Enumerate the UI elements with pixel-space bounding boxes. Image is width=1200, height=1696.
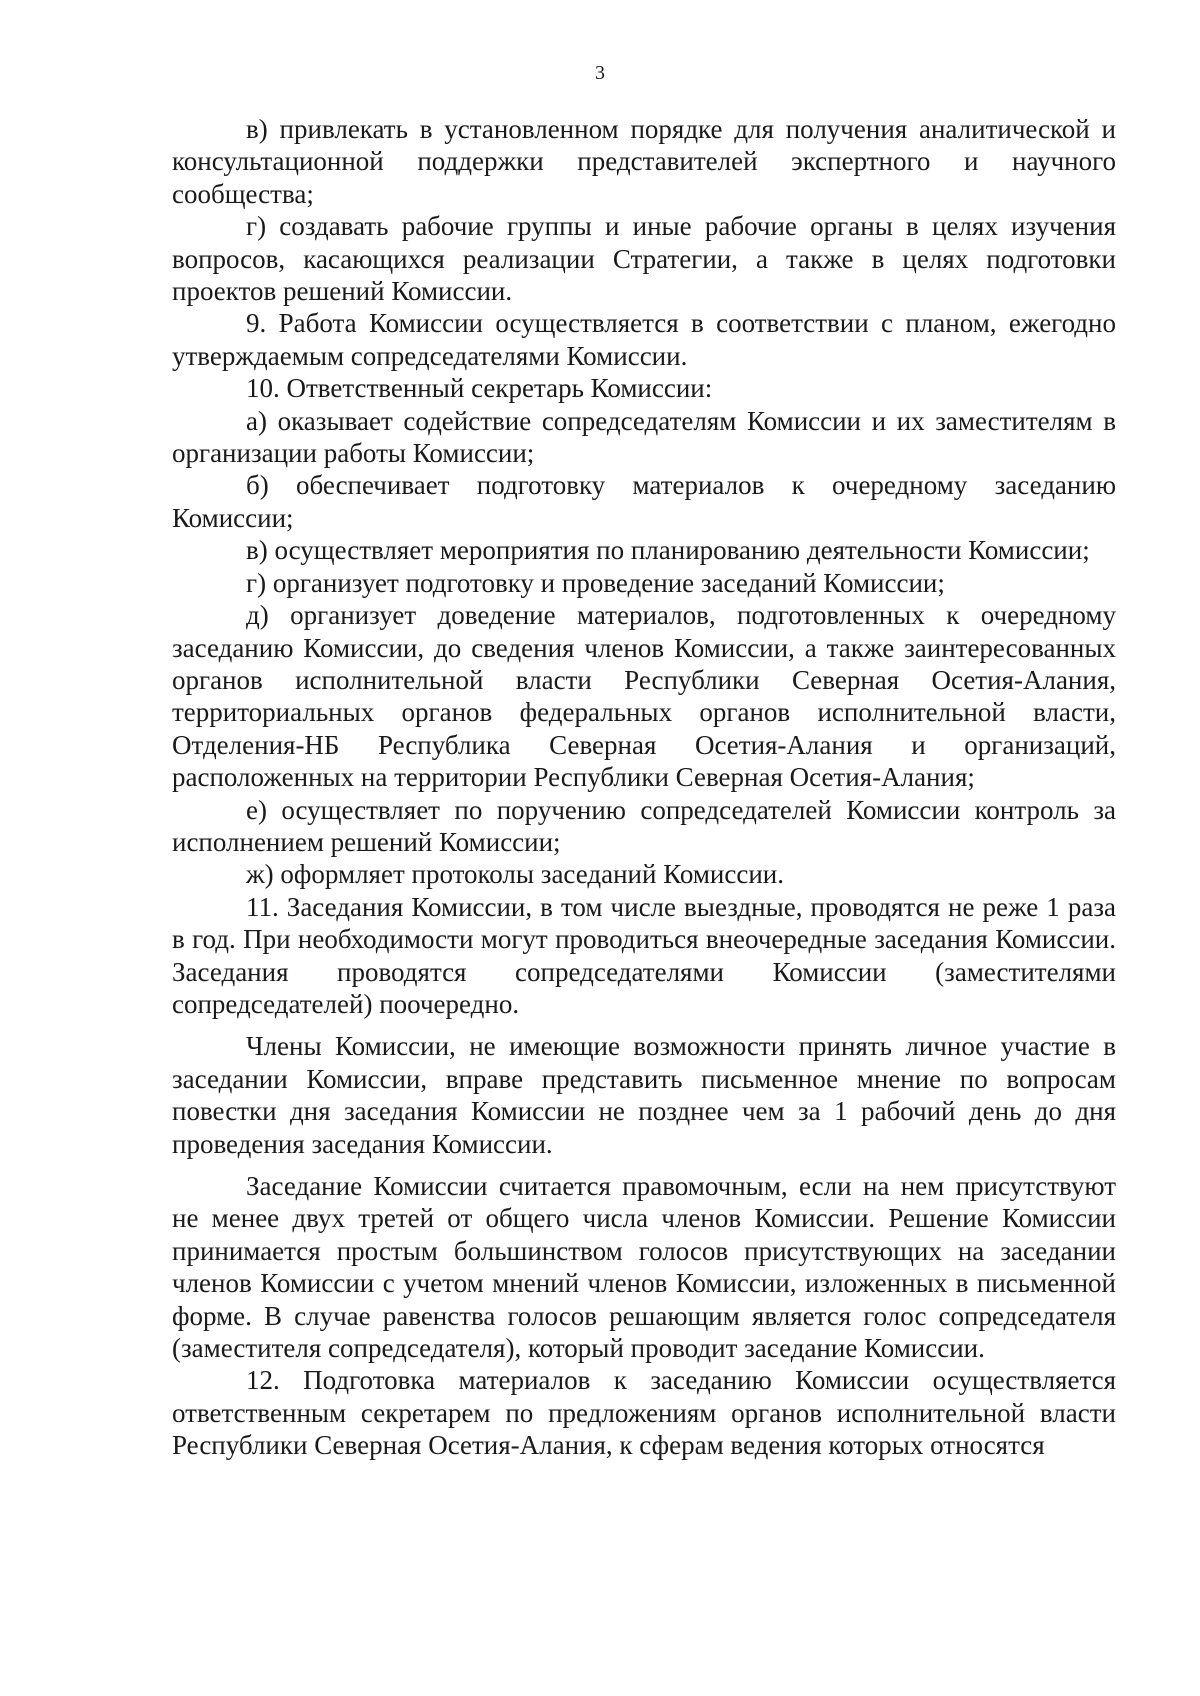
paragraph-10e: е) осуществляет по поручению сопредседателей Комиссии контроль за исполнением решений Комиссии; [172, 794, 1116, 857]
paragraph-10d: д) организует доведение материалов, подготовленных к очередному заседанию Комиссии, до сведения членов Комиссии, а также заинтересованных органов исполнительной власти Республики Северная Осетия-Алания, территориальных органов федеральных органов исполнительной власти, Отделения-НБ Республика Северная Осетия-Алания и организаций, расположенных на территории Республики Северная Осетия-Алания; [172, 600, 1116, 793]
page-number: 3 [595, 62, 605, 84]
paragraph-9: 9. Работа Комиссии осуществляется в соответствии с планом, ежегодно утверждаемым сопредседателями Комиссии. [172, 308, 1116, 371]
document-body [172, 113, 1116, 1462]
paragraph-10a: а) оказывает содействие сопредседателям Комиссии и их заместителям в организации работы Комиссии; [172, 405, 1116, 469]
paragraph-8g: г) создавать рабочие группы и иные рабочие органы в целях изучения вопросов, касающихся реализации Стратегии, а также в целях подготовки проектов решений Комиссии. [172, 211, 1116, 307]
paragraph-10b: б) обеспечивает подготовку материалов к очередному заседанию Комиссии; [172, 470, 1116, 533]
paragraph-10: 10. Ответственный секретарь Комиссии: [246, 373, 713, 404]
paragraph-11-members: Члены Комиссии, не имеющие возможности принять личное участие в заседании Комиссии, вправе представить письменное мнение по вопросам повестки дня заседания Комиссии не позднее чем за 1 рабочий день до дня проведения заседания Комиссии. [172, 1031, 1116, 1159]
paragraph-11-quorum: Заседание Комиссии считается правомочным, если на нем присутствуют не менее двух третей от общего числа членов Комиссии. Решение Комиссии принимается простым большинством голосов присутствующих на заседании членов Комиссии с учетом мнений членов Комиссии, изложенных в письменной форме. В случае равенства голосов решающим является голос сопредседателя (заместителя сопредседателя), который проводит заседание Комиссии. [172, 1171, 1116, 1364]
paragraph-12: 12. Подготовка материалов к заседанию Комиссии осуществляется ответственным секретарем по предложениям органов исполнительной власти Республики Северная Осетия-Алания, к сферам ведения которых относятся [172, 1365, 1116, 1461]
paragraph-10zh: ж) оформляет протоколы заседаний Комиссии. [246, 859, 784, 890]
paragraph-10v: в) осуществляет мероприятия по планированию деятельности Комиссии; [246, 535, 1090, 566]
paragraph-8v: в) привлекать в установленном порядке для получения аналитической и консультационной поддержки представителей экспертного и научного сообщества; [172, 114, 1116, 209]
paragraph-10g: г) организует подготовку и проведение заседаний Комиссии; [246, 567, 945, 598]
paragraph-11: 11. Заседания Комиссии, в том числе выездные, проводятся не реже 1 раза в год. При необходимости могут проводиться внеочередные заседания Комиссии. Заседания проводятся сопредседателями Комиссии (заместителями сопредседателей) поочередно. [172, 891, 1116, 1019]
